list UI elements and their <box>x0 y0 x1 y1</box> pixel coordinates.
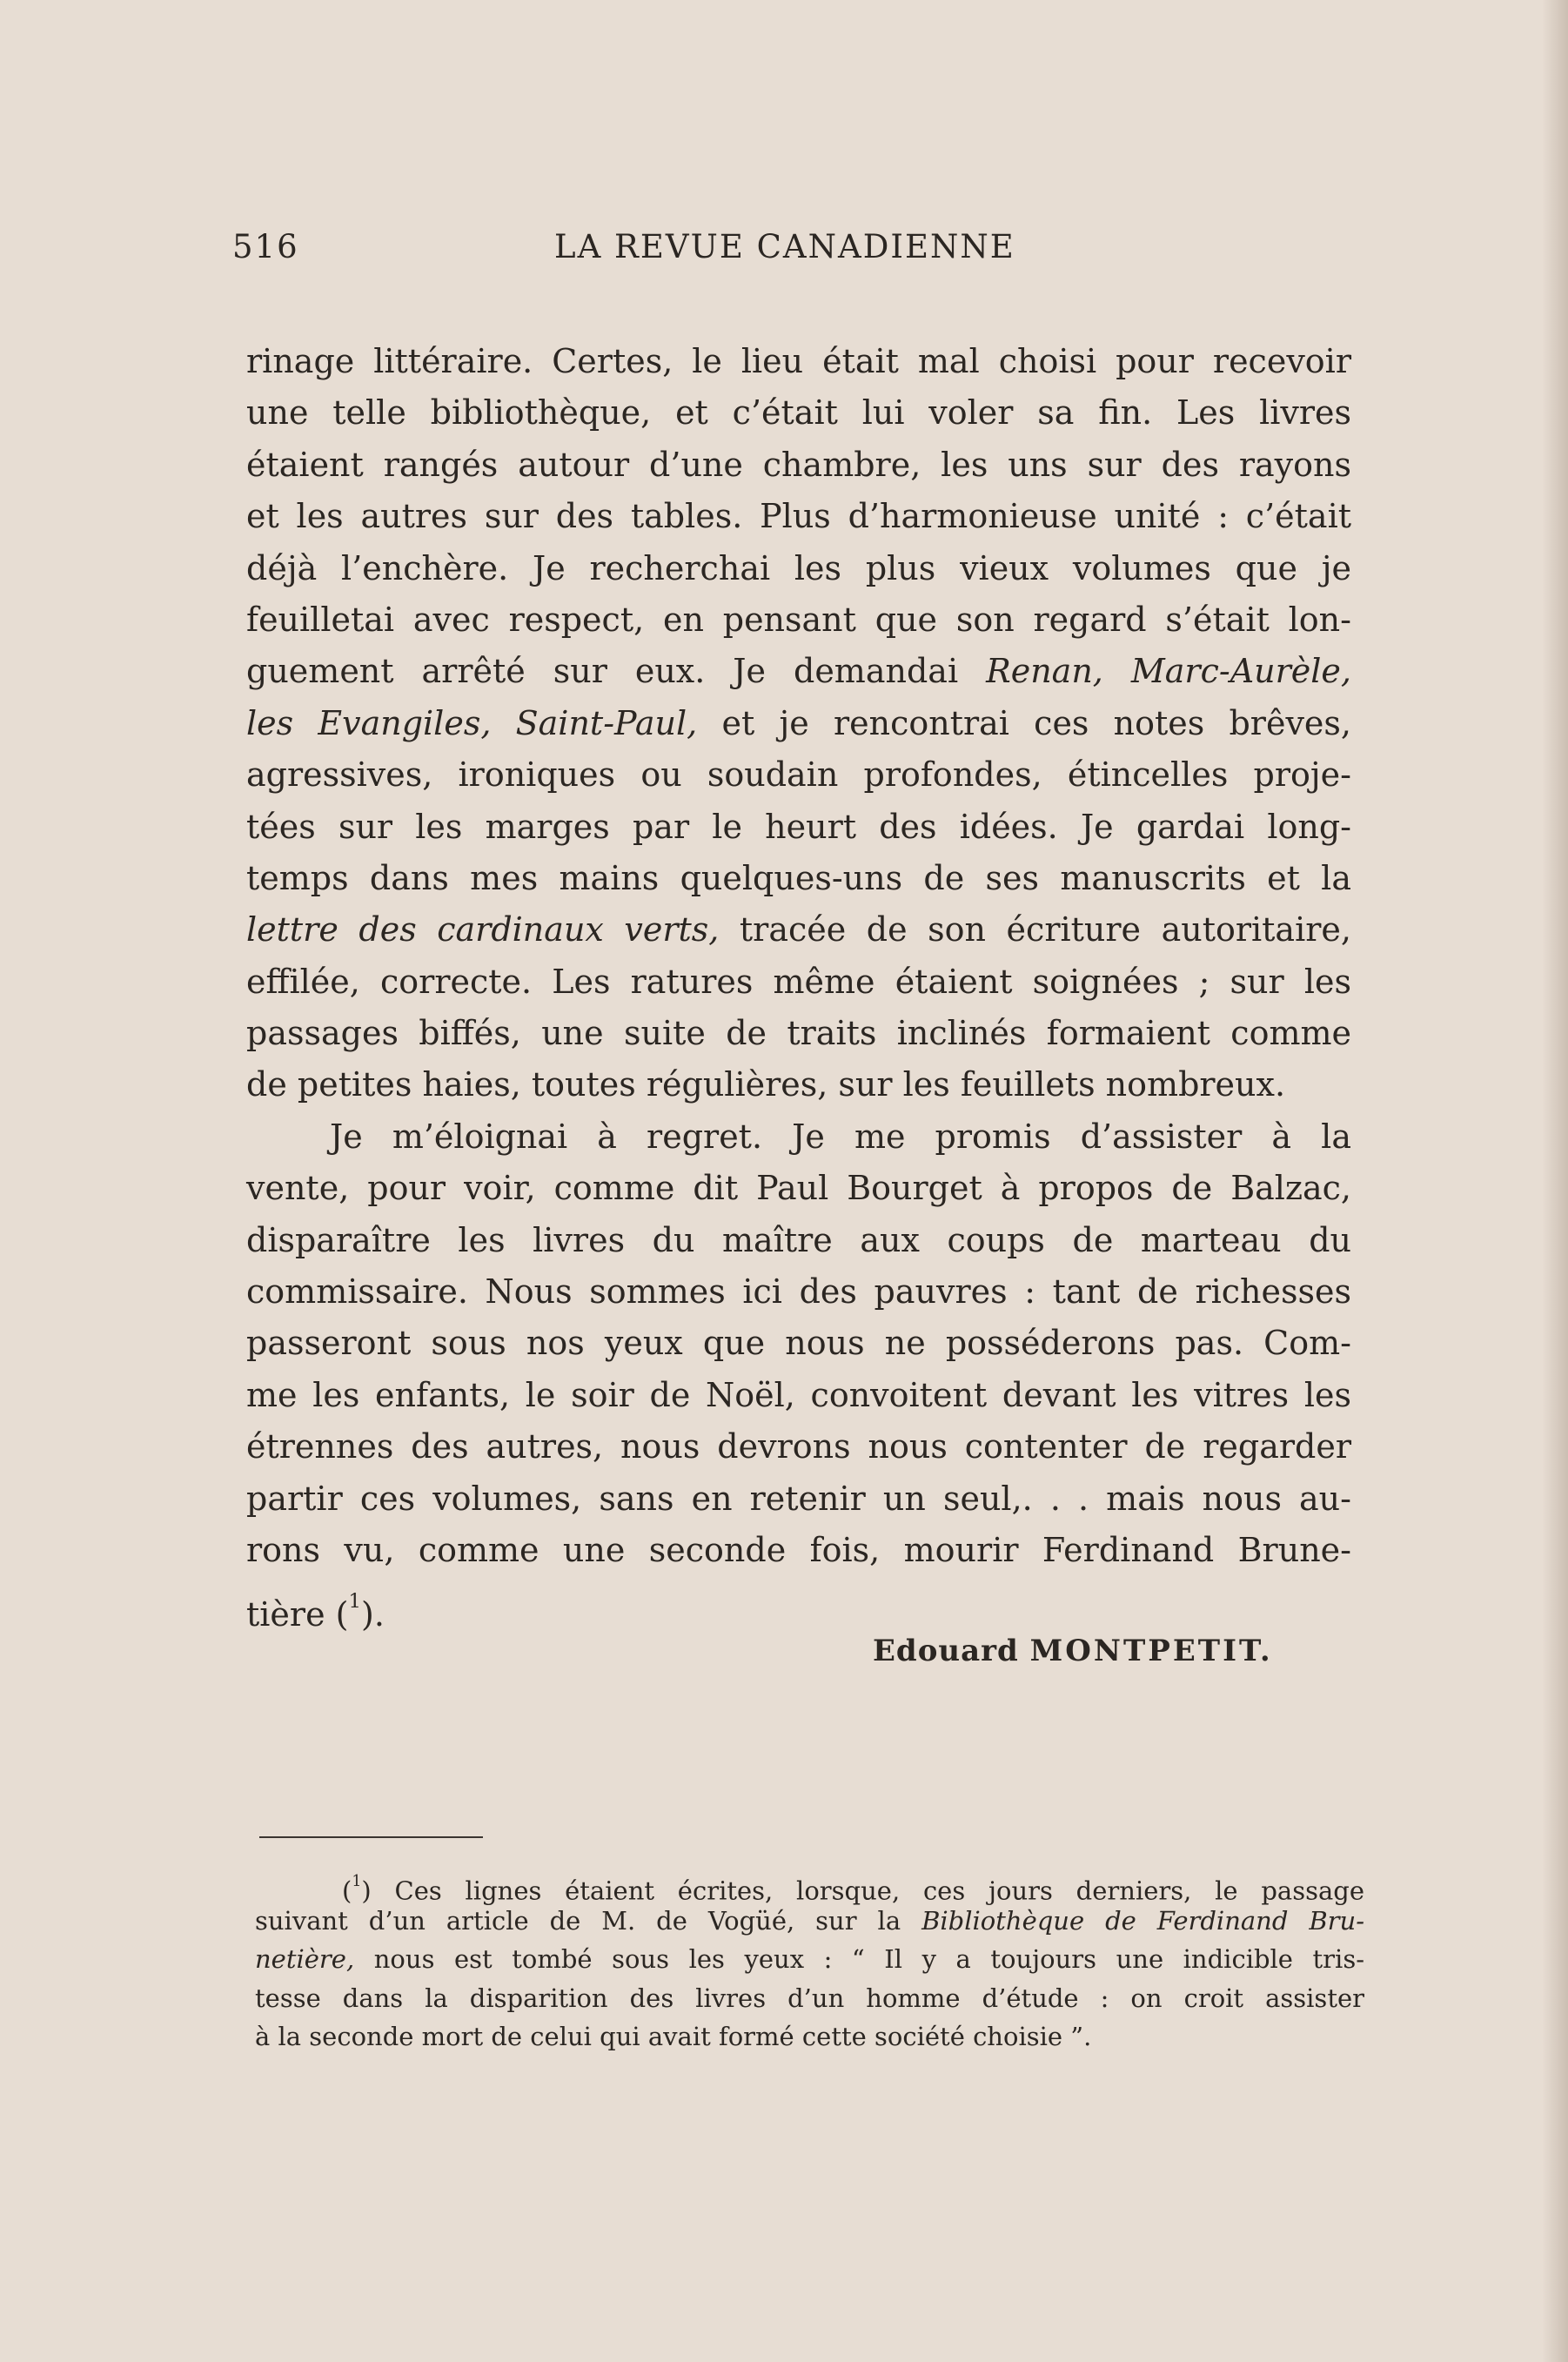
page-edge-shadow <box>1542 0 1568 2362</box>
author-surname: MONTPETIT. <box>1029 1634 1273 1668</box>
footnote-reference: 1 <box>348 1590 361 1614</box>
footnote-divider <box>259 1836 483 1838</box>
text-line: passages biffés, une suite de traits inclinés formaient comme <box>246 1014 1351 1053</box>
text-line: tière ($^1$). <box>246 1590 385 1634</box>
text-line: feuilletai avec respect, en pensant que son regard s’était lon- <box>246 600 1351 639</box>
footnote-line: à la seconde mort de celui qui avait formé cette société choisie ”. <box>255 2022 1092 2051</box>
italic-title: Bibliothèque de Ferdinand Bru- <box>921 1905 1365 1936</box>
text-line: une telle bibliothèque, et c’était lui voler sa fin. Les livres <box>246 393 1351 433</box>
text-line: étrennes des autres, nous devrons nous contenter de regarder <box>246 1427 1351 1466</box>
running-title: LA REVUE CANADIENNE <box>554 228 1015 265</box>
text-line: étaient rangés autour d’une chambre, les uns sur des rayons <box>246 445 1351 484</box>
text-line: me les enfants, le soir de Noël, convoitent devant les vitres les <box>246 1375 1351 1414</box>
footnote-line: tesse dans la disparition des livres d’un homme d’étude : on croit assister <box>255 1983 1364 2013</box>
text-line: rons vu, comme une seconde fois, mourir Ferdinand Brune- <box>246 1530 1351 1569</box>
text-line: les Evangiles, Saint-Paul, et je rencontrai ces notes brêves, <box>246 703 1351 742</box>
text-line: passeront sous nos yeux que nous ne posséderons pas. Com- <box>246 1324 1351 1363</box>
text-line: vente, pour voir, comme dit Paul Bourget à propos de Balzac, <box>246 1169 1351 1208</box>
italic-title: Renan, Marc-Aurèle, <box>986 652 1351 691</box>
author-signature <box>873 1634 1273 1668</box>
footnote-marker: 1 <box>352 1873 362 1890</box>
text-line: commissaire. Nous sommes ici des pauvres : tant de richesses <box>246 1272 1351 1312</box>
text-line: agressives, ironiques ou soudain profondes, étincelles proje- <box>246 755 1351 795</box>
text-line: et les autres sur des tables. Plus d’harmonieuse unité : c’était <box>246 497 1351 536</box>
footnote-line: ($^1$) Ces lignes étaient écrites, lorsque, ces jours derniers, le passage <box>342 1873 1364 1906</box>
text-line: déjà l’enchère. Je recherchai les plus vieux volumes que je <box>246 548 1351 587</box>
text-line: lettre des cardinaux verts, tracée de son écriture autoritaire, <box>246 910 1351 949</box>
author-first-name: Edouard <box>873 1634 1019 1668</box>
footnote-line: suivant d’un article de M. de Vogüé, sur la Bibliothèque de Ferdinand Bru- <box>255 1905 1365 1936</box>
text-line: partir ces volumes, sans en retenir un seul,. . . mais nous au- <box>246 1479 1351 1518</box>
page-header <box>228 228 1350 272</box>
text-line: tées sur les marges par le heurt des idées. Je gardai long- <box>246 807 1351 846</box>
footnote <box>255 1862 1364 2057</box>
italic-title: netière, <box>255 1944 355 1974</box>
text-line: guement arrêté sur eux. Je demandai Renan, Marc-Aurèle, <box>246 652 1351 691</box>
italic-title: les Evangiles, Saint-Paul, <box>246 703 698 742</box>
text-line: de petites haies, toutes régulières, sur les feuillets nombreux. <box>246 1065 1286 1104</box>
page-number: 516 <box>232 228 299 265</box>
body-text <box>246 336 1351 1634</box>
italic-title: lettre des cardinaux verts, <box>246 910 720 949</box>
text-line: rinage littéraire. Certes, le lieu était mal choisi pour recevoir <box>246 342 1351 380</box>
text-line: disparaître les livres du maître aux coups de marteau du <box>246 1220 1351 1259</box>
text-line: effilée, correcte. Les ratures même étaient soignées ; sur les <box>246 962 1351 1001</box>
text-line: temps dans mes mains quelques-uns de ses manuscrits et la <box>246 858 1351 897</box>
text-line: Je m’éloignai à regret. Je me promis d’assister à la <box>330 1117 1351 1156</box>
footnote-line: netière, nous est tombé sous les yeux : “ Il y a toujours une indicible tris- <box>255 1944 1364 1974</box>
